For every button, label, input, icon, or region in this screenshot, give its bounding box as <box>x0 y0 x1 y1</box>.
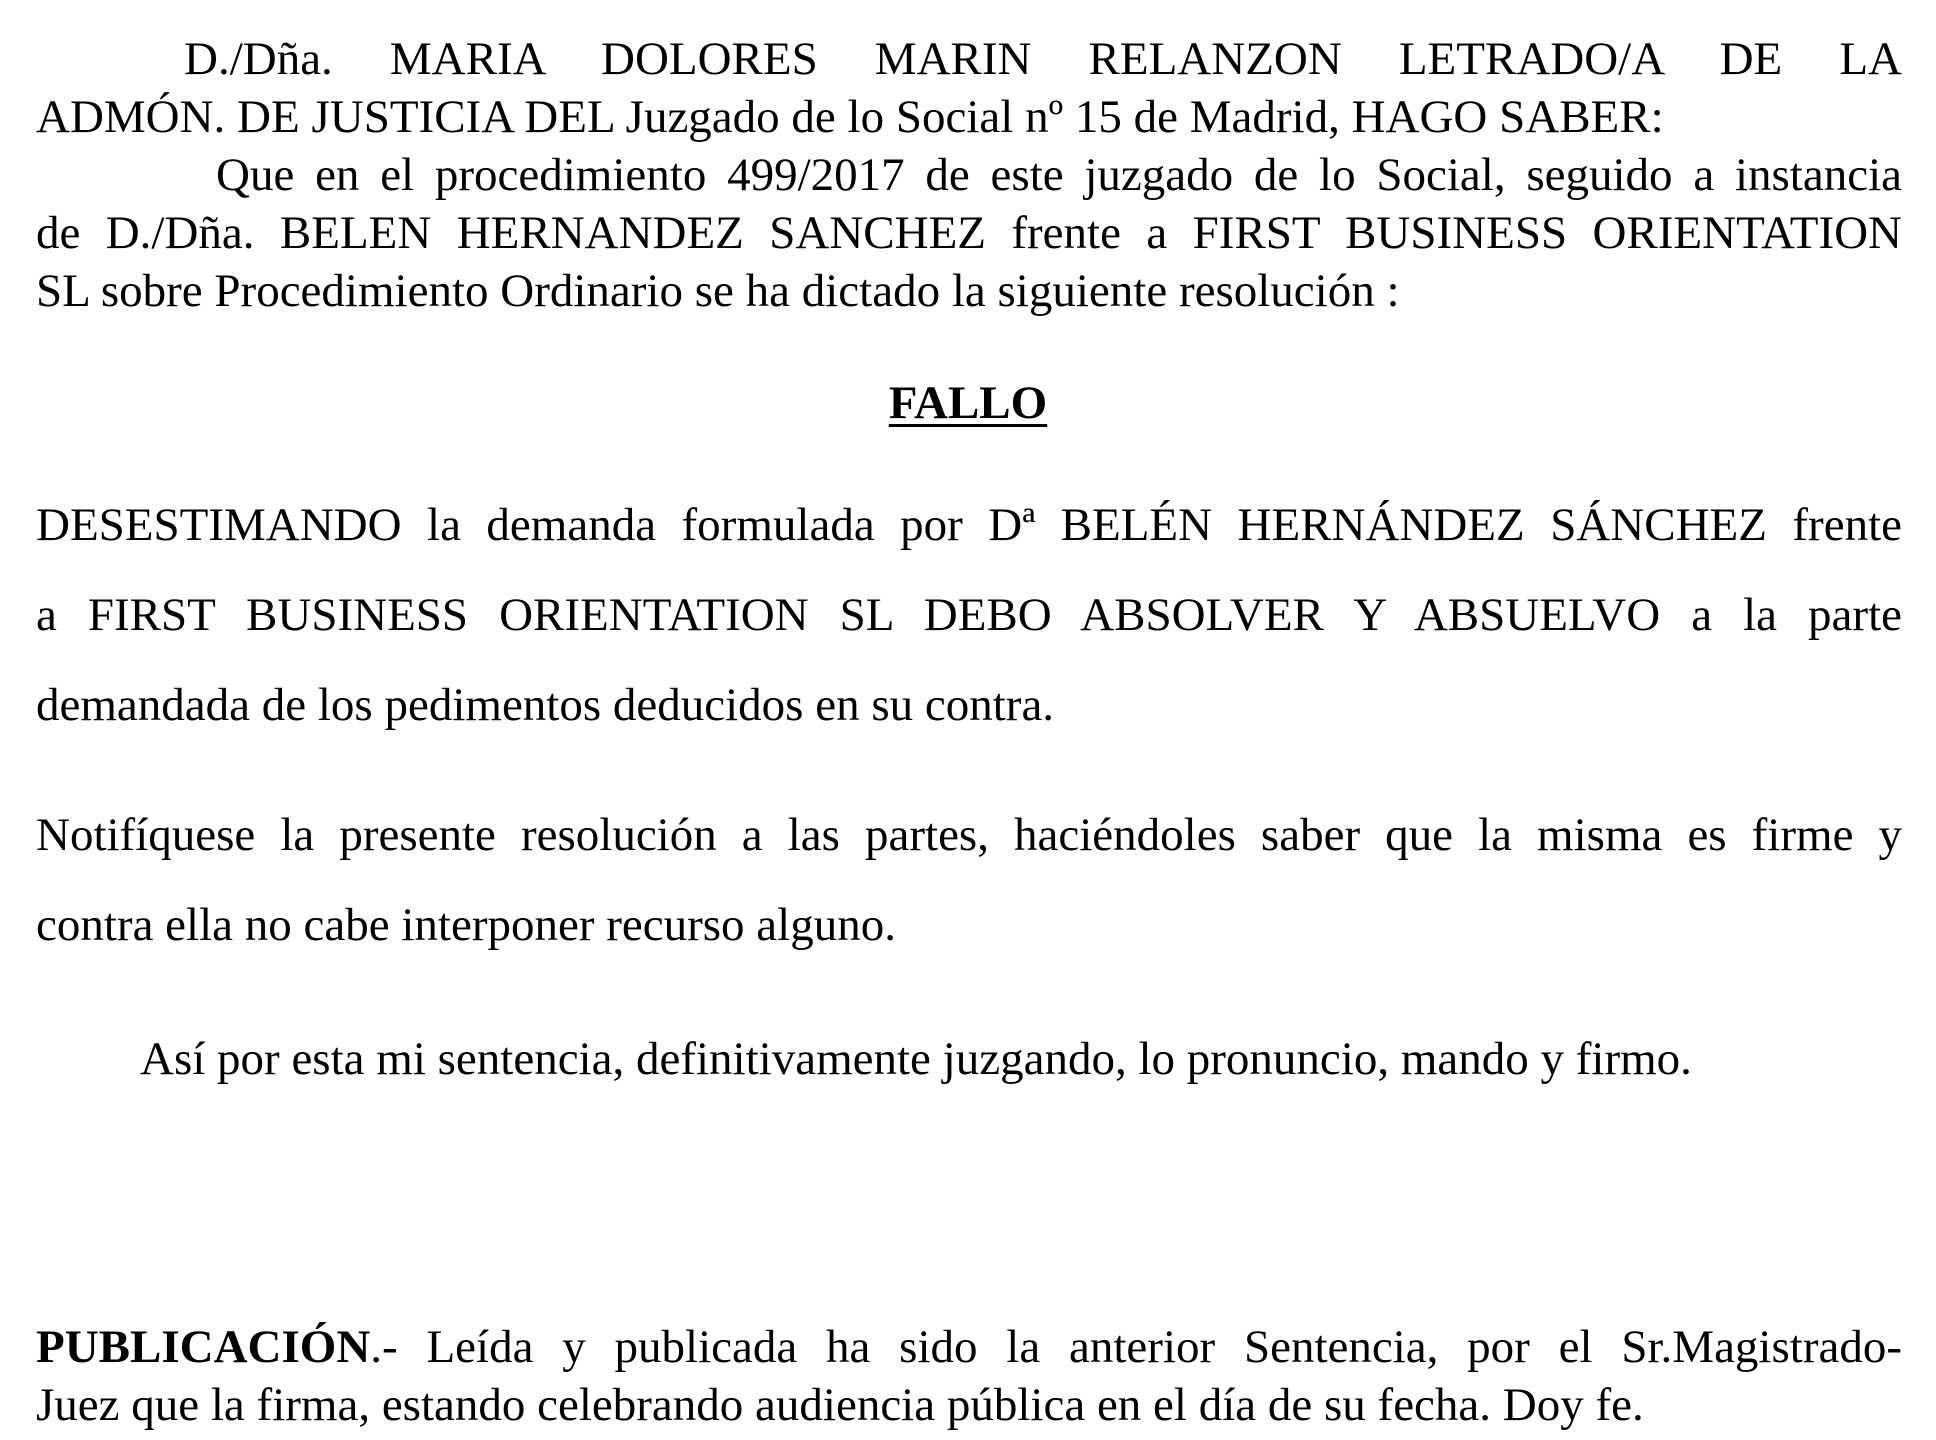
fallo-heading <box>0 374 1936 432</box>
fallo-paragraph <box>36 480 1902 750</box>
publication-line-2: Juez que la firma, estando celebrando audiencia pública en el día de su fecha. Doy fe. <box>36 1379 1644 1431</box>
header-line-1: D./Dña. MARIA DOLORES MARIN RELANZON LETRADO/A DE LA <box>184 33 1902 85</box>
notification-paragraph <box>36 790 1902 970</box>
publication-paragraph <box>36 1318 1902 1434</box>
notification-line-2: contra ella no cabe interponer recurso alguno. <box>36 899 896 951</box>
publication-label: PUBLICACIÓN <box>36 1321 371 1373</box>
fallo-line-3: demandada de los pedimentos deducidos en su contra. <box>36 679 1055 731</box>
fallo-line-2: a FIRST BUSINESS ORIENTATION SL DEBO ABSOLVER Y ABSUELVO a la parte <box>36 589 1902 641</box>
publication-line-1 <box>36 1318 1902 1376</box>
header-line-4: de D./Dña. BELEN HERNANDEZ SANCHEZ frente a FIRST BUSINESS ORIENTATION <box>36 207 1902 259</box>
fallo-line-1: DESESTIMANDO la demanda formulada por Dª BELÉN HERNÁNDEZ SÁNCHEZ frente <box>36 499 1902 551</box>
header-line-2: ADMÓN. DE JUSTICIA DEL Juzgado de lo Social nº 15 de Madrid, HAGO SABER: <box>36 91 1664 143</box>
notification-line-1: Notifíquese la presente resolución a las partes, haciéndoles saber que la misma es firme y <box>36 809 1902 861</box>
header-line-5: SL sobre Procedimiento Ordinario se ha dictado la siguiente resolución : <box>36 265 1400 317</box>
publication-line-1-text: .- Leída y publicada ha sido la anterior Sentencia, por el Sr.Magistrado- <box>370 1321 1902 1373</box>
closing-statement: Así por esta mi sentencia, definitivamente juzgando, lo pronuncio, mando y firmo. <box>140 1033 1692 1085</box>
fallo-title-text: FALLO <box>888 377 1048 429</box>
notice-header <box>36 30 1902 320</box>
header-line-3: Que en el procedimiento 499/2017 de este juzgado de lo Social, seguido a instancia <box>216 149 1902 201</box>
